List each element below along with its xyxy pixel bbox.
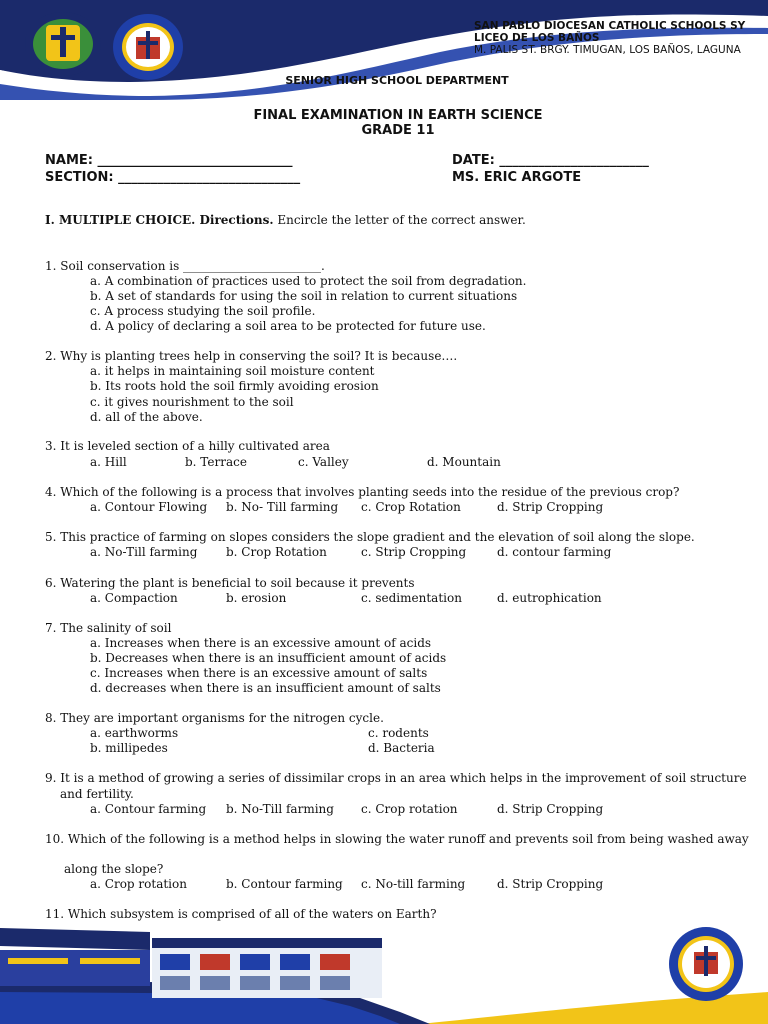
question-stem: 3. It is leveled section of a hilly cultivated area	[45, 439, 330, 453]
question-stem: 7. The salinity of soil	[45, 621, 172, 635]
footer-liceo-seal-logo	[668, 926, 744, 1002]
answer-option[interactable]: b. erosion	[226, 591, 287, 605]
question-stem: 4. Which of the following is a process that involves planting seeds into the residue of the previous crop?	[45, 485, 680, 499]
answer-option[interactable]: b. Crop Rotation	[226, 545, 327, 559]
grade-line: GRADE 11	[361, 123, 435, 138]
school-name-line: SAN PABLO DIOCESAN CATHOLIC SCHOOLS SY	[474, 20, 746, 32]
school-campus-line: LICEO DE LOS BAÑOS	[474, 32, 600, 44]
answer-option[interactable]: b. Contour farming	[226, 877, 343, 891]
question-stem: 8. They are important organisms for the nitrogen cycle.	[45, 711, 384, 725]
answer-option[interactable]: b. No-Till farming	[226, 802, 334, 816]
answer-option[interactable]: a. Contour Flowing	[90, 500, 208, 514]
question-stem: 6. Watering the plant is beneficial to soil because it prevents	[45, 576, 415, 590]
answer-option[interactable]: b. Its roots hold the soil firmly avoiding erosion	[90, 379, 379, 393]
answer-option[interactable]: b. Decreases when there is an insufficient amount of acids	[90, 651, 447, 665]
question-stem: 1. Soil conservation is _______________________.	[45, 259, 325, 273]
section-field[interactable]: SECTION: ____________________________	[45, 170, 301, 185]
answer-option[interactable]: d. Strip Cropping	[497, 802, 604, 816]
question-stem: 10. Which of the following is a method helps in slowing the water runoff and prevents soil from being washed away	[45, 832, 749, 846]
answer-option[interactable]: c. sedimentation	[361, 591, 462, 605]
answer-option[interactable]: a. Hill	[90, 455, 127, 469]
exam-title	[0, 108, 768, 138]
answer-option[interactable]: c. No-till farming	[361, 877, 466, 891]
question-stem: 9. It is a method of growing a series of dissimilar crops in an area which helps in the improvement of soil structure	[45, 771, 747, 785]
answer-option[interactable]: c. A process studying the soil profile.	[90, 304, 316, 318]
liceo-seal-logo	[112, 13, 184, 81]
answer-option[interactable]: d. Mountain	[427, 455, 501, 469]
directions-label: I. MULTIPLE CHOICE. Directions.	[45, 213, 274, 227]
directions-text: Encircle the letter of the correct answer.	[273, 213, 526, 227]
answer-option[interactable]: a. Crop rotation	[90, 877, 187, 891]
directions	[45, 213, 526, 228]
answer-option[interactable]: c. it gives nourishment to the soil	[90, 395, 294, 409]
question-stem: 2. Why is planting trees help in conserving the soil? It is because….	[45, 349, 458, 363]
answer-option[interactable]: d. Strip Cropping	[497, 877, 604, 891]
exam-title-line: FINAL EXAMINATION IN EARTH SCIENCE	[253, 108, 543, 123]
answer-option[interactable]: d. A policy of declaring a soil area to be protected for future use.	[90, 319, 486, 333]
answer-option[interactable]: a. Contour farming	[90, 802, 207, 816]
answer-option[interactable]: d. eutrophication	[497, 591, 602, 605]
answer-option[interactable]: d. decreases when there is an insufficient amount of salts	[90, 681, 441, 695]
answer-option[interactable]: b. millipedes	[90, 741, 168, 755]
answer-option[interactable]: a. A combination of practices used to protect the soil from degradation.	[90, 274, 527, 288]
name-field[interactable]: NAME: ______________________________	[45, 153, 293, 168]
question-stem: 5. This practice of farming on slopes considers the slope gradient and the elevation of soil along the slope.	[45, 530, 695, 544]
answer-option[interactable]: d. Strip Cropping	[497, 500, 604, 514]
answer-option[interactable]: d. Bacteria	[368, 741, 435, 755]
answer-option[interactable]: a. Compaction	[90, 591, 178, 605]
school-address-block	[474, 20, 745, 56]
answer-option[interactable]: b. Terrace	[185, 455, 247, 469]
answer-option[interactable]: b. A set of standards for using the soil in relation to current situations	[90, 289, 518, 303]
answer-option[interactable]: a. it helps in maintaining soil moisture content	[90, 364, 375, 378]
answer-option[interactable]: c. Crop Rotation	[361, 500, 461, 514]
teacher-name: MS. ERIC ARGOTE	[452, 170, 582, 185]
date-field[interactable]: DATE: _______________________	[452, 153, 649, 168]
answer-option[interactable]: a. Increases when there is an excessive amount of acids	[90, 636, 432, 650]
department-heading: SENIOR HIGH SCHOOL DEPARTMENT	[285, 74, 509, 87]
answer-option[interactable]: c. Strip Cropping	[361, 545, 467, 559]
question-stem-continued: along the slope?	[64, 862, 164, 876]
question-stem-continued: and fertility.	[60, 787, 134, 801]
answer-option[interactable]: c. rodents	[368, 726, 429, 740]
answer-option[interactable]: d. contour farming	[497, 545, 612, 559]
question-stem: 11. Which subsystem is comprised of all of the waters on Earth?	[45, 907, 437, 921]
diocesan-seal-logo	[24, 11, 102, 77]
answer-option[interactable]: d. all of the above.	[90, 410, 203, 424]
answer-option[interactable]: c. Increases when there is an excessive amount of salts	[90, 666, 428, 680]
school-address-line: M. PALIS ST. BRGY. TIMUGAN, LOS BAÑOS, LAGUNA	[474, 44, 741, 56]
answer-option[interactable]: a. earthworms	[90, 726, 179, 740]
answer-option[interactable]: c. Valley	[298, 455, 349, 469]
footer-banner	[0, 920, 768, 1024]
answer-option[interactable]: b. No- Till farming	[226, 500, 339, 514]
answer-option[interactable]: c. Crop rotation	[361, 802, 458, 816]
answer-option[interactable]: a. No-Till farming	[90, 545, 198, 559]
